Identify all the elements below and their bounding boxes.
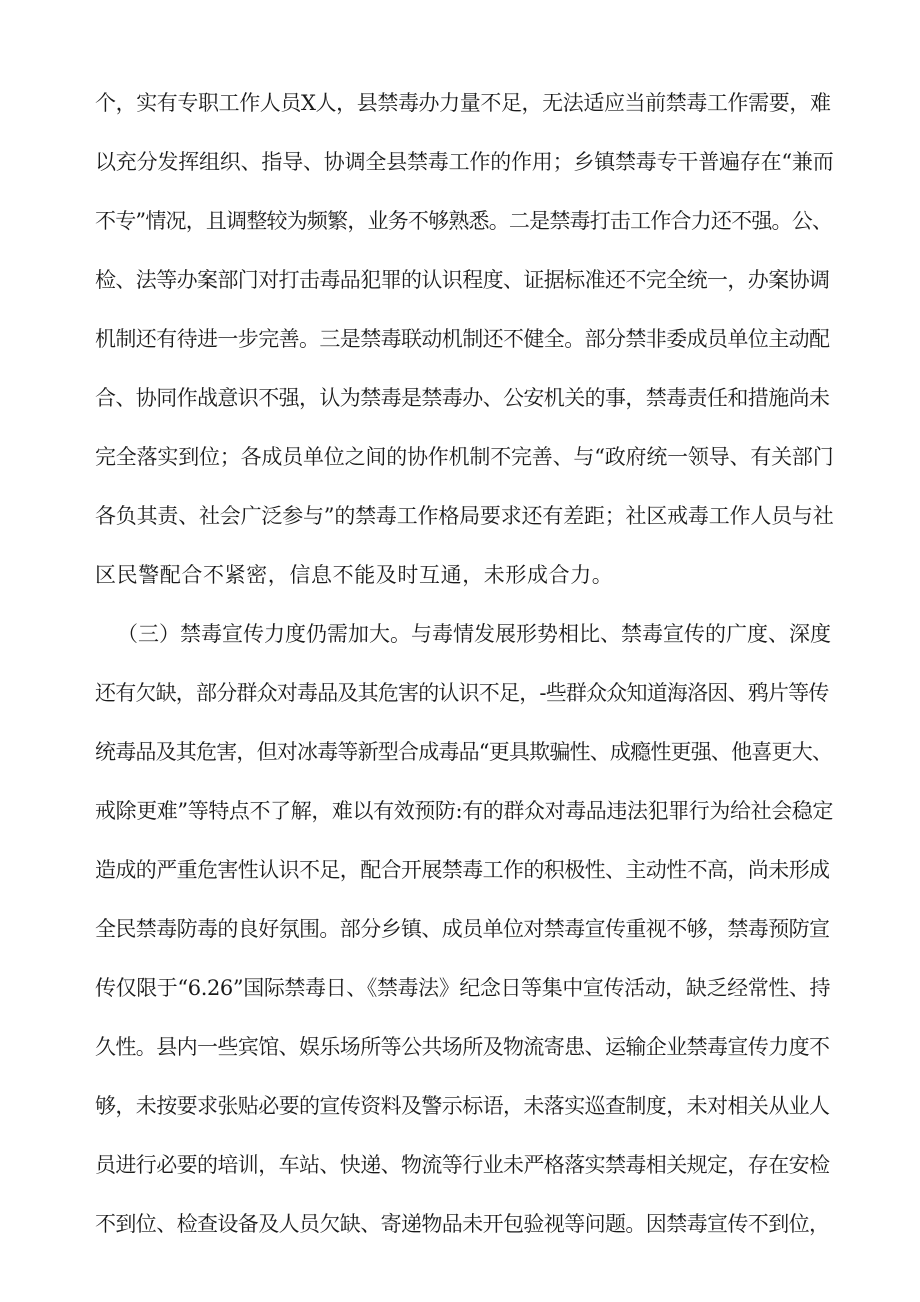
text-line: 检、法等办案部门对打击毒品犯罪的认识程度、证据标准还不完全统一，办案协调 [95,268,830,292]
text-line: 合、协同作战意识不强，认为禁毒是禁毒办、公安机关的事，禁毒责任和措施尚未 [95,386,830,410]
text-line: 机制还有待进一步完善。三是禁毒联动机制还不健全。部分禁非委成员单位主动配 [95,327,830,351]
text-line: 员进行必要的培训，车站、快递、物流等行业未严格落实禁毒相关规定，存在安检 [95,1153,830,1177]
text-line: 以充分发挥组织、指导、协调全县禁毒工作的作用；乡镇禁毒专干普遍存在“兼而 [95,150,834,174]
text-line: 个，实有专职工作人员X人，县禁毒办力量不足，无法适应当前禁毒工作需要，难 [95,91,831,115]
text-line: 统毒品及其危害，但对冰毒等新型合成毒品“更具欺骗性、成瘾性更强、他喜更大、 [95,740,833,764]
text-line: 区民警配合不紧密，信息不能及时互通，未形成合力。 [95,563,614,587]
text-line: 不专”情况，且调整较为频繁，业务不够熟悉。二是禁毒打击工作合力还不强。公、 [95,209,833,233]
text-line: 还有欠缺，部分群众对毒品及其危害的认识不足，-些群众众知道海洛因、鸦片等传 [95,681,829,705]
text-line: 够，未按要求张贴必要的宣传资料及警示标语，未落实巡查制度，未对相关从业人 [95,1094,830,1118]
text-line: 不到位、检查设备及人员欠缺、寄递物品未开包验视等问题。因禁毒宣传不到位， [95,1212,830,1236]
text-line: 戒除更难”等特点不了解，难以有效预防:有的群众对毒品违法犯罪行为给社会稳定 [95,799,834,823]
text-line: 传仅限于“6.26”国际禁毒日、《禁毒法》纪念日等集中宣传活动，缺乏经常性、持 [95,976,831,1000]
text-line: 久性。县内一些宾馆、娱乐场所等公共场所及物流寄患、运输企业禁毒宣传力度不 [95,1035,830,1059]
text-line: 造成的严重危害性认识不足，配合开展禁毒工作的积极性、主动性不高，尚未形成 [95,858,830,882]
text-line: 全民禁毒防毒的良好氛围。部分乡镇、成员单位对禁毒宣传重视不够，禁毒预防宣 [95,917,830,941]
text-line: 各负其责、社会广泛参与”的禁毒工作格局要求还有差距；社区戒毒工作人员与社 [95,504,834,528]
text-line: 完全落实到位；各成员单位之间的协作机制不完善、与“政府统一领导、有关部门 [95,445,834,469]
section-heading-line: （三）禁毒宣传力度仍需加大。与毒情发展形势相比、禁毒宣传的广度、深度 [117,622,831,646]
